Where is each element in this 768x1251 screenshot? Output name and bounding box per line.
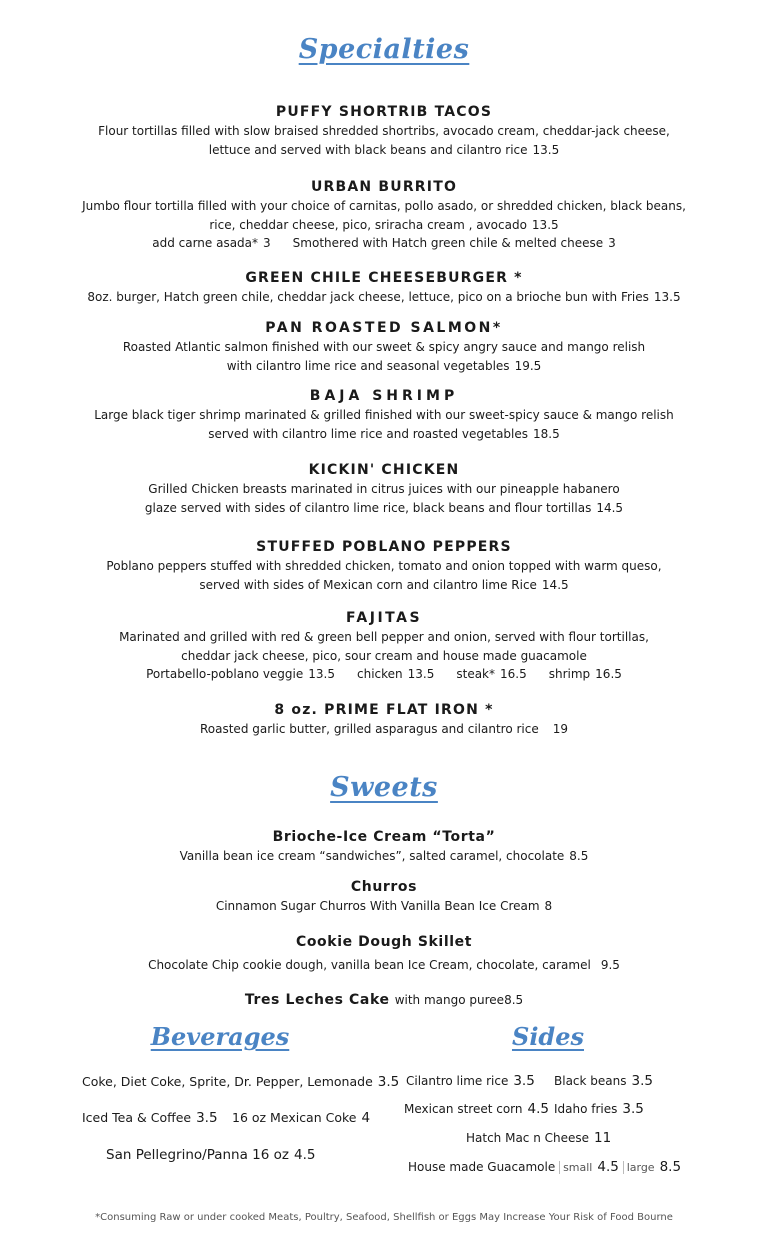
beverage-price: 4.5 <box>294 1147 316 1163</box>
side-price: 3.5 <box>513 1073 535 1089</box>
item-price: 8.5 <box>504 993 524 1007</box>
beverage-label: San Pellegrino/Panna 16 oz <box>106 1147 289 1163</box>
item-name: Churros <box>350 879 418 895</box>
menu-item <box>0 268 768 307</box>
fajita-options <box>0 665 768 684</box>
item-name: GREEN CHILE CHEESEBURGER * <box>245 270 523 286</box>
item-description <box>0 288 768 307</box>
desc-line: Jumbo flour tortilla filled with your choice of carnitas, pollo asado, or shredded chicken, black beans, <box>82 199 686 213</box>
beverage-item <box>232 1110 370 1126</box>
sweet-item <box>0 989 768 1010</box>
side-price: 11 <box>594 1130 612 1146</box>
addon-line <box>0 234 768 253</box>
sides-title: Sides <box>511 1022 584 1051</box>
item-name: PUFFY SHORTRIB TACOS <box>275 104 493 120</box>
size-small-label: small <box>559 1161 595 1174</box>
item-description <box>0 720 768 739</box>
desc-line: Poblano peppers stuffed with shredded chicken, tomato and onion topped with warm queso, <box>106 559 662 573</box>
footnote: *Consuming Raw or under cooked Meats, Poultry, Seafood, Shellfish or Eggs May Increase Your Risk of Food Bourne <box>95 1212 673 1223</box>
item-description <box>0 338 768 375</box>
item-description <box>0 197 768 253</box>
menu-item <box>0 102 768 159</box>
desc-line: Large black tiger shrimp marinated & grilled finished with our sweet-spicy sauce & mango relish <box>94 408 674 422</box>
menu-item <box>0 177 768 253</box>
side-item <box>554 1073 653 1089</box>
menu-item <box>0 386 768 443</box>
option-label: Portabello-poblano veggie <box>146 667 304 681</box>
item-name: KICKIN' CHICKEN <box>308 462 460 478</box>
side-item <box>466 1130 611 1146</box>
item-price: 19 <box>552 722 569 736</box>
item-price: 19.5 <box>514 358 542 373</box>
side-price: 8.5 <box>659 1159 682 1175</box>
item-description: Cinnamon Sugar Churros With Vanilla Bean Ice Cream <box>215 899 540 913</box>
side-label: Mexican street corn <box>404 1102 523 1116</box>
option-price: 13.5 <box>308 667 335 681</box>
side-price: 4.5 <box>597 1159 619 1175</box>
beverages-title: Beverages <box>150 1022 290 1051</box>
option-label: chicken <box>356 667 403 681</box>
beverage-item <box>82 1074 399 1090</box>
item-price: 9.5 <box>600 958 620 972</box>
item-description <box>0 480 768 517</box>
menu-item <box>0 608 768 684</box>
desc-line: Marinated and grilled with red & green bell pepper and onion, served with flour tortillas, <box>119 630 649 644</box>
desc-line: glaze served with sides of cilantro lime rice, black beans and flour tortillas <box>144 500 592 515</box>
item-name: 8 oz. PRIME FLAT IRON * <box>274 702 494 718</box>
desc-line: Flour tortillas filled with slow braised shredded shortribs, avocado cream, cheddar-jack cheese, <box>98 124 670 138</box>
item-name: Tres Leches Cake <box>244 992 390 1008</box>
desc-line: Roasted Atlantic salmon finished with our sweet & spicy angry sauce and mango relish <box>122 340 646 354</box>
item-name: FAJITAS <box>345 610 423 626</box>
item-description <box>0 557 768 594</box>
desc-line: served with cilantro lime rice and roasted vegetables <box>208 426 529 441</box>
beverage-item <box>106 1147 315 1163</box>
side-price: 4.5 <box>527 1101 549 1117</box>
side-label: Cilantro lime rice <box>406 1074 509 1088</box>
item-price: 13.5 <box>653 290 681 304</box>
side-item <box>404 1101 549 1117</box>
side-label: Idaho fries <box>554 1102 618 1116</box>
beverage-label: 16 oz Mexican Coke <box>232 1110 357 1125</box>
item-description: Chocolate Chip cookie dough, vanilla bean Ice Cream, chocolate, caramel <box>148 958 591 972</box>
item-name: STUFFED POBLANO PEPPERS <box>256 539 512 555</box>
addon-label: add carne asada* <box>152 236 259 250</box>
item-description <box>0 628 768 684</box>
item-price: 13.5 <box>531 217 559 232</box>
side-label: House made Guacamole <box>408 1160 556 1174</box>
size-large-label: large <box>623 1161 658 1174</box>
addon-price: 3 <box>608 236 616 250</box>
item-price: 8 <box>544 899 553 913</box>
side-price: 3.5 <box>622 1101 644 1117</box>
item-name: BAJA SHRIMP <box>309 388 459 404</box>
sweet-item <box>0 877 768 916</box>
option-price: 16.5 <box>595 667 622 681</box>
item-price: 14.5 <box>541 577 569 592</box>
beverage-price: 4 <box>361 1110 371 1126</box>
item-description <box>0 406 768 443</box>
side-item <box>408 1159 681 1175</box>
sweet-item <box>0 932 768 975</box>
addon-label: Smothered with Hatch green chile & melted cheese <box>292 236 604 250</box>
item-name: URBAN BURRITO <box>310 179 458 195</box>
desc-line: served with sides of Mexican corn and cilantro lime Rice <box>199 577 537 592</box>
desc-line: cheddar jack cheese, pico, sour cream and house made guacamole <box>181 648 587 663</box>
item-description: Vanilla bean ice cream “sandwiches”, salted caramel, chocolate <box>179 849 565 863</box>
option-price: 13.5 <box>407 667 435 681</box>
desc-line: with cilantro lime rice and seasonal vegetables <box>226 358 510 373</box>
side-item <box>554 1101 644 1117</box>
item-name: Brioche-Ice Cream “Torta” <box>272 829 496 845</box>
beverage-item <box>82 1110 218 1126</box>
option-label: steak* <box>456 667 496 681</box>
beverage-price: 3.5 <box>196 1110 218 1126</box>
item-price: 14.5 <box>596 500 624 515</box>
desc-line: rice, cheddar cheese, pico, sriracha cream , avocado <box>209 217 527 232</box>
item-price: 18.5 <box>533 426 560 441</box>
item-price: 8.5 <box>569 849 589 863</box>
sweet-item <box>0 827 768 866</box>
item-name: PAN ROASTED SALMON* <box>265 320 503 336</box>
sweets-title: Sweets <box>330 772 438 803</box>
menu-item <box>0 537 768 594</box>
side-label: Black beans <box>554 1074 627 1088</box>
desc-line: Grilled Chicken breasts marinated in citrus juices with our pineapple habanero <box>148 482 620 496</box>
desc-line: lettuce and served with black beans and cilantro rice <box>208 142 528 157</box>
item-description: with mango puree <box>394 993 505 1007</box>
item-name: Cookie Dough Skillet <box>295 934 473 950</box>
desc-line: Roasted garlic butter, grilled asparagus and cilantro rice <box>199 722 539 736</box>
item-price: 13.5 <box>532 142 560 157</box>
side-label: Hatch Mac n Cheese <box>466 1131 590 1145</box>
side-item <box>406 1073 535 1089</box>
item-description <box>0 122 768 159</box>
menu-item <box>0 700 768 739</box>
option-price: 16.5 <box>500 667 527 681</box>
addon-price: 3 <box>263 236 271 250</box>
beverage-label: Coke, Diet Coke, Sprite, Dr. Pepper, Lemonade <box>82 1074 373 1089</box>
menu-item <box>0 318 768 375</box>
beverage-price: 3.5 <box>377 1074 400 1090</box>
menu-item <box>0 460 768 517</box>
beverage-label: Iced Tea & Coffee <box>82 1110 192 1125</box>
desc-line: 8oz. burger, Hatch green chile, cheddar jack cheese, lettuce, pico on a brioche bun with Fries <box>87 290 649 304</box>
option-label: shrimp <box>548 667 591 681</box>
specialties-title: Specialties <box>298 34 470 65</box>
side-price: 3.5 <box>631 1073 653 1089</box>
